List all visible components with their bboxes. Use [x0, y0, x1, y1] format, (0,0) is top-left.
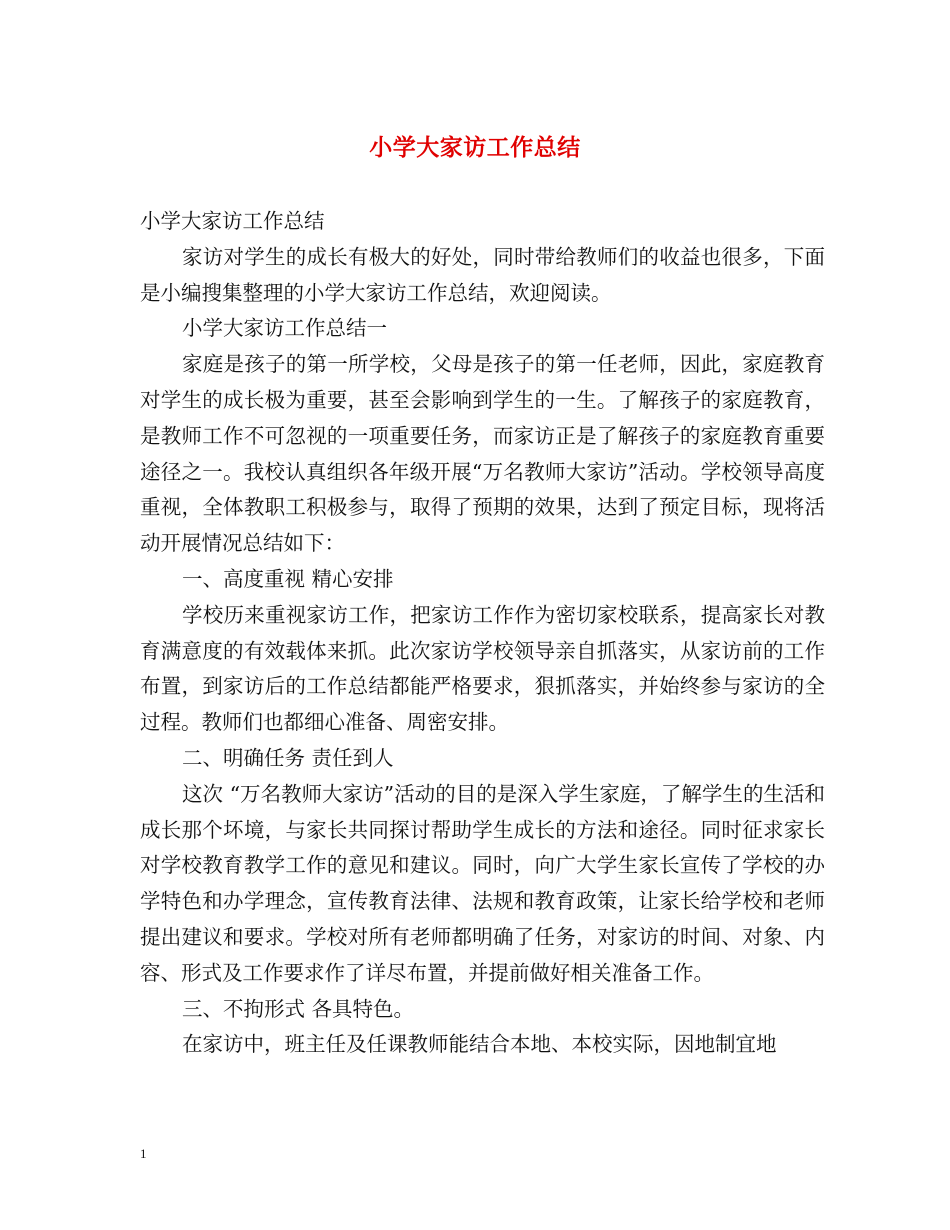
page-number: 1 [140, 1146, 147, 1161]
subheading-tasks: 二、明确任务 责任到人 [182, 745, 394, 770]
subheading-attention: 一、高度重视 精心安排 [182, 566, 394, 591]
paragraph-heading: 小学大家访工作总结 [140, 209, 325, 233]
paragraph-intro: 家访对学生的成长有极大的好处，同时带给教师们的收益也很多，下面是小编搜集整理的小学大家访工作总结，欢迎阅读。 [140, 244, 825, 305]
section-heading-one: 小学大家访工作总结一 [182, 316, 387, 341]
paragraph-tasks: 这次 “万名教师大家访”活动的目的是深入学生家庭，了解学生的生活和成长那个坏境，与家长共同探讨帮助学生成长的方法和途径。同时征求家长对学校教育教学工作的意见和建议。同时，向广大学生家长宣传了学校的办学特色和办学理念，宣传教育法律、法规和教育政策，让家长给学校和老师提出建议和要求。学校对所有老师都明确了任务，对家访的时间、对象、内容、形式及工作要求作了详尽布置，并提前做好相关准备工作。 [140, 781, 825, 985]
document-body [140, 204, 825, 1063]
paragraph-attention: 学校历来重视家访工作，把家访工作作为密切家校联系，提高家长对教育满意度的有效载体来抓。此次家访学校领导亲自抓落实，从家访前的工作布置，到家访后的工作总结都能严格要求，狠抓落实，并始终参与家访的全过程。教师们也都细心准备、周密安排。 [140, 602, 825, 735]
paragraph-family-education: 家庭是孩子的第一所学校，父母是孩子的第一任老师，因此，家庭教育对学生的成长极为重要，甚至会影响到学生的一生。了解孩子的家庭教育，是教师工作不可忽视的一项重要任务，而家访正是了解孩子的家庭教育重要途径之一。我校认真组织各年级开展“万名教师大家访”活动。学校领导高度重视，全体教职工积极参与，取得了预期的效果，达到了预定目标，现将活动开展情况总结如下： [140, 352, 825, 556]
subheading-forms: 三、不拘形式 各具特色。 [182, 996, 415, 1021]
document-title: 小学大家访工作总结 [369, 134, 581, 161]
paragraph-forms: 在家访中，班主任及任课教师能结合本地、本校实际，因地制宜地 [182, 1032, 777, 1057]
